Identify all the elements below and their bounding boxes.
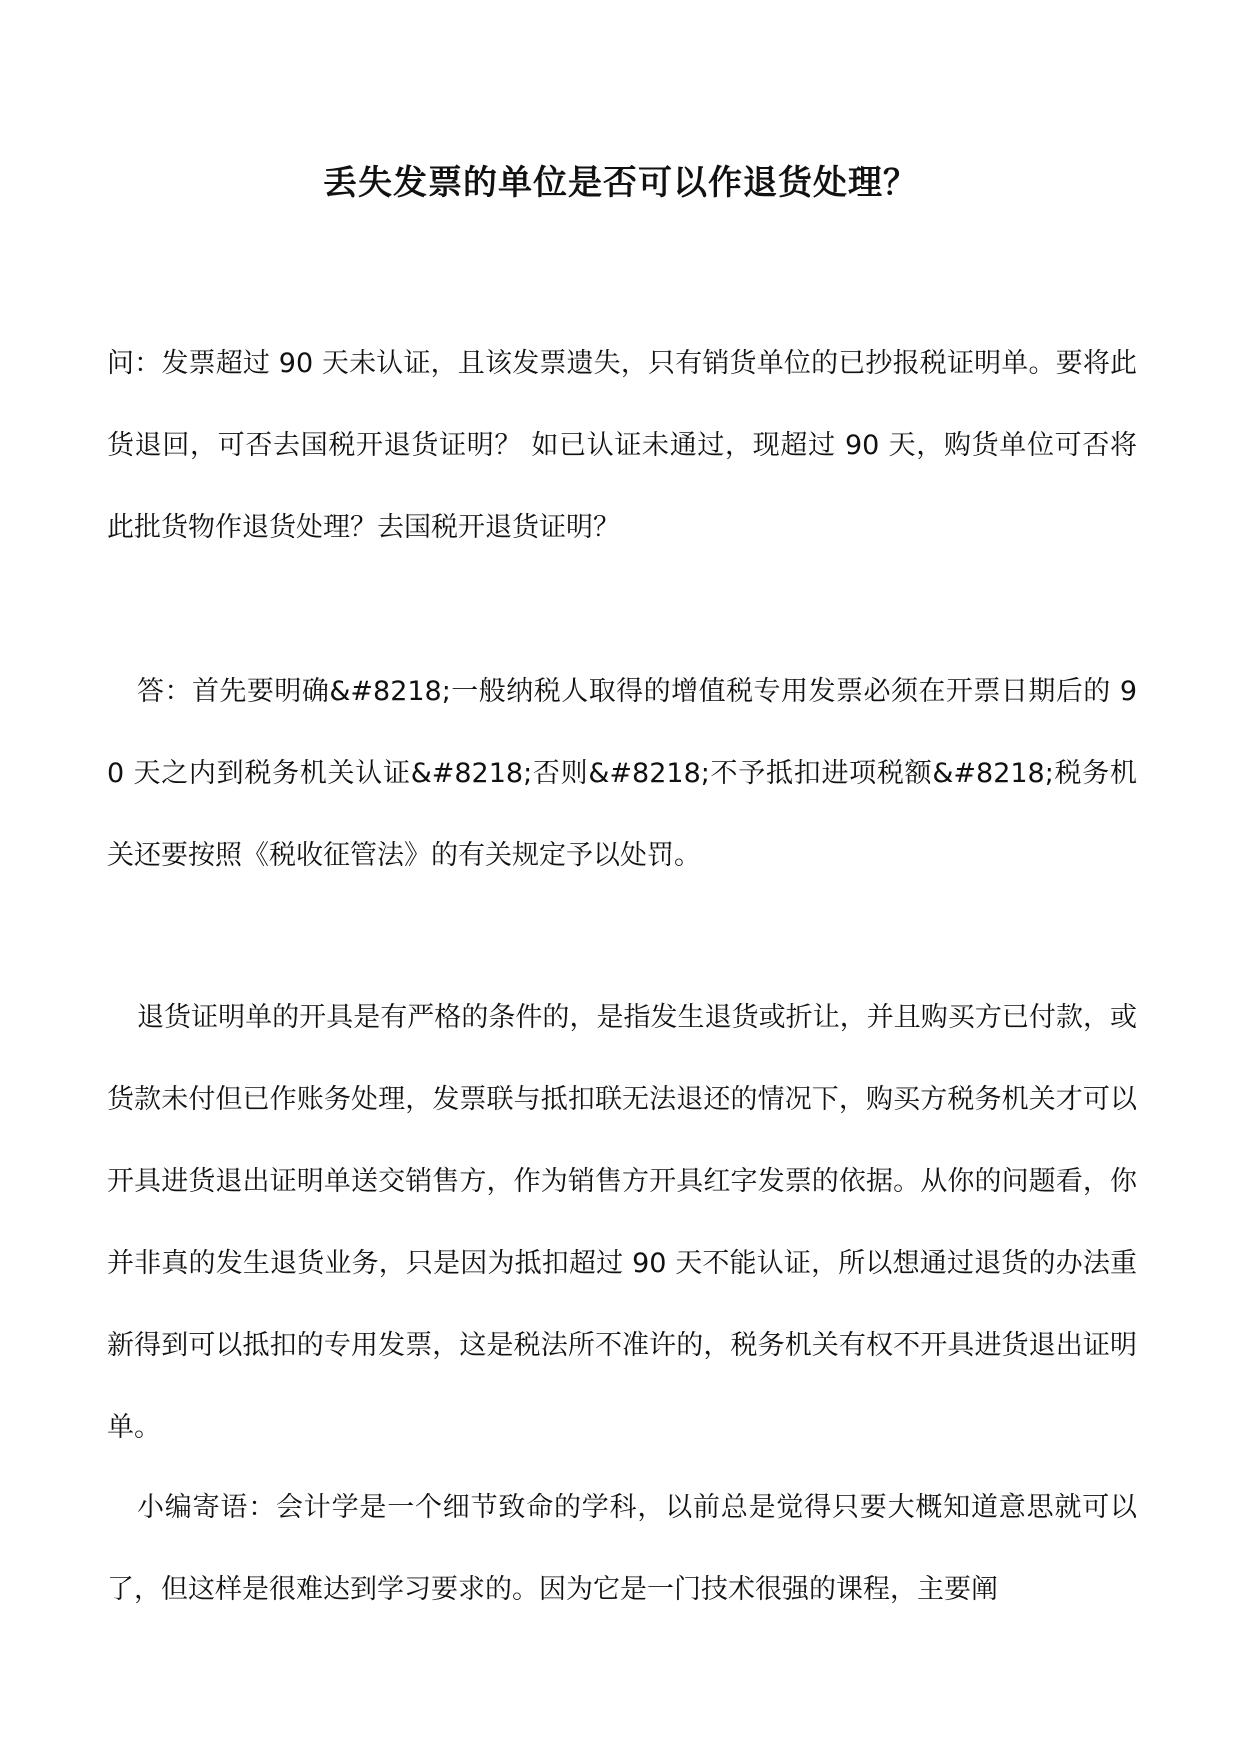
return-certificate-paragraph: 退货证明单的开具是有严格的条件的，是指发生退货或折让，并且购买方已付款，或货款未付但已作账务处理，发票联与抵扣联无法退还的情况下，购买方税务机关才可以开具进货退出证明单送交销售方，作为销售方开具红字发票的依据。从你的问题看，你并非真的发生退货业务，只是因为抵扣超过 90 天不能认证，所以想通过退货的办法重新得到可以抵扣的专用发票，这是税法所不准许的，税务机关有权不开具进货退出证明单。 (107, 1002, 1137, 1443)
question-paragraph: 问：发票超过 90 天未认证，且该发票遗失，只有销货单位的已抄报税证明单。要将此货退回，可否去国税开退货证明？ 如已认证未通过，现超过 90 天，购货单位可否将此批货物作退货处理？去国税开退货证明？ (107, 348, 1137, 543)
editor-note-paragraph: 小编寄语：会计学是一个细节致命的学科，以前总是觉得只要大概知道意思就可以了，但这样是很难达到学习要求的。因为它是一门技术很强的课程，主要阐 (107, 1492, 1137, 1605)
document-title: 丢失发票的单位是否可以作退货处理？ (323, 163, 918, 203)
answer-paragraph: 答：首先要明确&#8218;一般纳税人取得的增值税专用发票必须在开票日期后的 90 天之内到税务机关认证&#8218;否则&#8218;不予抵扣进项税额&#8218;税务机关还要按照《税收征管法》的有关规定予以处罚。 (107, 676, 1137, 871)
